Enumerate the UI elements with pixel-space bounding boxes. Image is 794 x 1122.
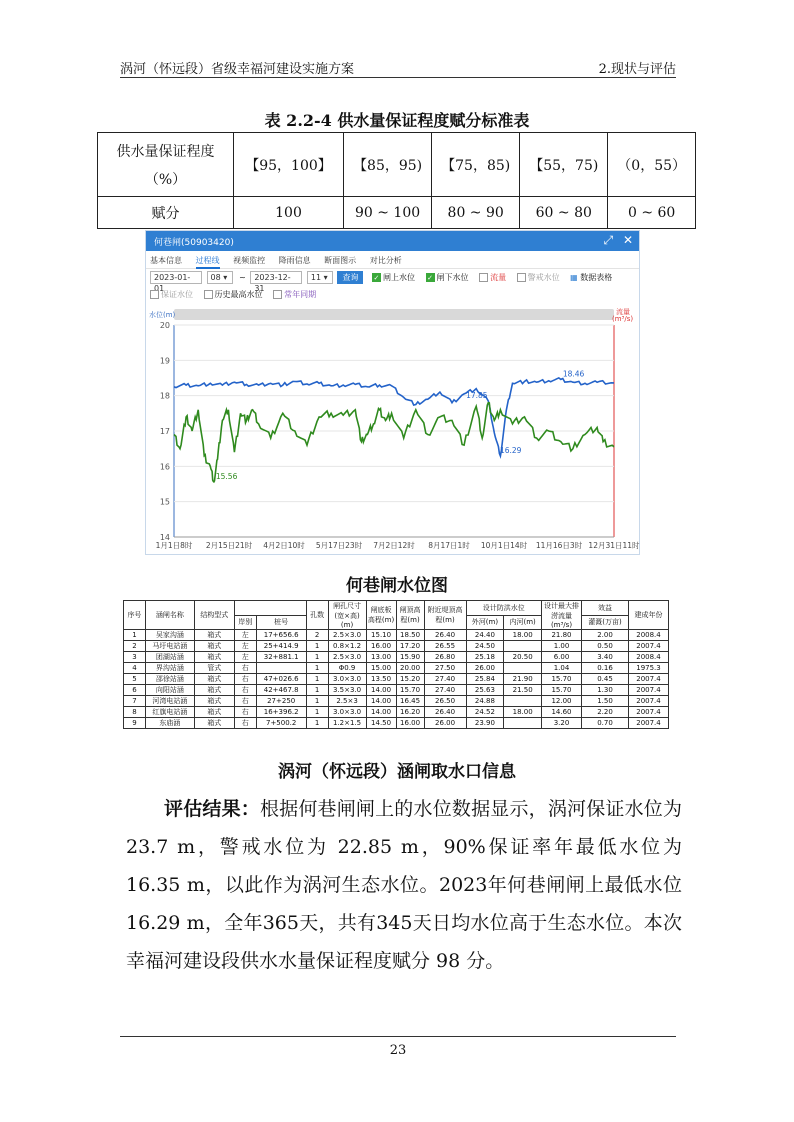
table-cell: 红旗电站涵 xyxy=(145,707,194,718)
score-table-caption: 表 2.2-4 供水量保证程度赋分标准表 xyxy=(264,111,530,130)
table-cell: 15.10 xyxy=(366,630,396,641)
header-section: 2.现状与评估 xyxy=(598,62,676,77)
table-cell: 13.50 xyxy=(366,674,396,685)
table-cell: 24.50 xyxy=(466,641,504,652)
col-size: 闸孔尺寸(宽×高)(m) xyxy=(328,601,366,630)
table-cell: 2.00 xyxy=(582,630,629,641)
table-cell: 3.0×3.0 xyxy=(328,674,366,685)
x-tick-label: 8月17日1时 xyxy=(428,541,470,550)
table-cell: 7 xyxy=(124,696,146,707)
col-discharge xyxy=(542,601,582,630)
table-row xyxy=(124,652,669,663)
table-cell: 21.90 xyxy=(504,674,542,685)
start-date-input[interactable]: 2023-01-01 xyxy=(150,271,202,284)
row-label-line: 供水量保证程度 xyxy=(116,143,215,160)
table-cell: 0.8×1.2 xyxy=(328,641,366,652)
table-row xyxy=(124,685,669,696)
table-cell: 【55，75) xyxy=(520,133,608,197)
table-cell: 0.50 xyxy=(582,641,629,652)
table-cell: 邵徐站涵 xyxy=(145,674,194,685)
table-cell: 6.00 xyxy=(542,652,582,663)
table-header-row xyxy=(124,601,669,616)
table-cell: 1 xyxy=(124,630,146,641)
table-cell: 24.88 xyxy=(466,696,504,707)
option-label: 流量 xyxy=(490,273,507,282)
table-cell: 2007.4 xyxy=(628,685,668,696)
table-cell: 17.20 xyxy=(396,641,424,652)
table-cell: 1 xyxy=(306,707,328,718)
tab-process-line[interactable]: 过程线 xyxy=(196,256,220,269)
option-label: 常年同期 xyxy=(284,290,317,299)
page-header xyxy=(120,56,676,78)
table-cell: 团湖站涵 xyxy=(145,652,194,663)
option-label: 闸上水位 xyxy=(382,273,415,282)
table-cell: 吴家沟涵 xyxy=(145,630,194,641)
tab-basic-info[interactable]: 基本信息 xyxy=(150,256,182,265)
table-cell: 16.20 xyxy=(396,707,424,718)
table-cell: 界沟站涵 xyxy=(145,663,194,674)
table-cell: 27.40 xyxy=(424,674,466,685)
table-cell: 14.50 xyxy=(366,718,396,729)
table-cell: 14.00 xyxy=(366,696,396,707)
table-cell xyxy=(504,663,542,674)
table-cell: 1 xyxy=(306,641,328,652)
table-cell: 2 xyxy=(124,641,146,652)
table-cell: 80 ~ 90 xyxy=(432,197,520,229)
end-date-input[interactable]: 2023-12-31 xyxy=(250,271,302,284)
table-cell: 1975.3 xyxy=(628,663,668,674)
option-label: 闸下水位 xyxy=(436,273,469,282)
col-top: 闸顶高程(m) xyxy=(396,601,424,630)
row-label xyxy=(98,133,234,197)
table-cell: 26.50 xyxy=(424,696,466,707)
discharge-label: 设计最大排涝流量 xyxy=(544,602,579,620)
table-cell: 管式 xyxy=(194,663,234,674)
data-label: 16.29 xyxy=(499,446,522,456)
table-cell: 32+881.1 xyxy=(256,652,306,663)
y-tick-label: 20 xyxy=(159,321,170,330)
table-cell: 3.0×3.0 xyxy=(328,707,366,718)
table-cell: 18.00 xyxy=(504,630,542,641)
y-tick-label: 14 xyxy=(159,533,170,542)
table-cell: 26.00 xyxy=(424,718,466,729)
table-cell: 【85，95) xyxy=(344,133,432,197)
table-cell: 3.40 xyxy=(582,652,629,663)
table-cell: 26.40 xyxy=(424,630,466,641)
x-tick-label: 1月1日8时 xyxy=(155,541,193,550)
table-cell: 箱式 xyxy=(194,685,234,696)
table-cell: 24.52 xyxy=(466,707,504,718)
table-cell xyxy=(504,696,542,707)
header-title: 涡河（怀远段）省级幸福河建设实施方案 xyxy=(120,62,355,77)
table-cell: 90 ~ 100 xyxy=(344,197,432,229)
table-cell: 2008.4 xyxy=(628,630,668,641)
table-cell: 17+656.6 xyxy=(256,630,306,641)
table-cell: 2 xyxy=(306,630,328,641)
table-cell: 27.40 xyxy=(424,685,466,696)
table-cell: 右 xyxy=(234,707,256,718)
table-cell: 东庙涵 xyxy=(145,718,194,729)
table-cell: 25.84 xyxy=(466,674,504,685)
col-inner: 内河(m) xyxy=(504,615,542,630)
x-tick-label: 12月31日11时 xyxy=(588,541,640,550)
table-row xyxy=(124,663,669,674)
y-axis-ticks xyxy=(160,321,170,542)
y-tick-label: 16 xyxy=(159,462,170,472)
table-cell: 15.00 xyxy=(366,663,396,674)
table-cell: （0，55） xyxy=(608,133,696,197)
table-cell: 20.00 xyxy=(396,663,424,674)
col-type: 结构型式 xyxy=(194,601,234,630)
table-cell: 9 xyxy=(124,718,146,729)
assessment-paragraph xyxy=(126,790,682,980)
table-cell: 1.30 xyxy=(582,685,629,696)
table-cell: 42+467.8 xyxy=(256,685,306,696)
close-icon[interactable]: ✕ xyxy=(622,233,633,247)
table-cell: 箱式 xyxy=(194,630,234,641)
table-cell: 8 xyxy=(124,707,146,718)
table-cell: 18.00 xyxy=(504,707,542,718)
table-row xyxy=(124,718,669,729)
table-cell: 1.2×1.5 xyxy=(328,718,366,729)
table-cell: 1 xyxy=(306,674,328,685)
grid-icon: ▦ xyxy=(570,273,578,282)
y-right-unit-2: (m³/s) xyxy=(612,315,634,323)
tab-rainfall[interactable]: 降雨信息 xyxy=(278,256,311,265)
table-cell: 0 ~ 60 xyxy=(608,197,696,229)
table-cell: 26.40 xyxy=(424,707,466,718)
table-row xyxy=(124,630,669,641)
table-cell: 15.70 xyxy=(542,685,582,696)
table-cell: 14.60 xyxy=(542,707,582,718)
row-label-unit: （%） xyxy=(144,171,187,188)
col-bottom: 闸底板高程(m) xyxy=(366,601,396,630)
table-cell: 1.50 xyxy=(582,696,629,707)
table-cell: 23.90 xyxy=(466,718,504,729)
row-label: 赋分 xyxy=(98,197,234,229)
table-cell xyxy=(504,718,542,729)
col-no: 序号 xyxy=(124,601,146,630)
col-location xyxy=(234,601,306,616)
table-cell: 60 ~ 80 xyxy=(520,197,608,229)
table-cell: 27+250 xyxy=(256,696,306,707)
table-cell: 1 xyxy=(306,663,328,674)
table-cell: 向阳站涵 xyxy=(145,685,194,696)
table-cell: 右 xyxy=(234,696,256,707)
col-holes: 孔数 xyxy=(306,601,328,630)
score-table xyxy=(97,132,696,229)
col-dike: 附近堤顶高程(m) xyxy=(424,601,466,630)
table-cell: 2.5×3.0 xyxy=(328,652,366,663)
table-cell: 15.20 xyxy=(396,674,424,685)
col-irrigation: 灌溉(万亩) xyxy=(582,615,629,630)
table-cell: 箱式 xyxy=(194,652,234,663)
col-chainage: 桩号 xyxy=(256,615,306,630)
downstream-level-line xyxy=(174,403,614,482)
y-tick-label: 17 xyxy=(159,427,170,436)
table-cell: 1 xyxy=(306,685,328,696)
table-cell: 14.00 xyxy=(366,685,396,696)
table-cell: 左 xyxy=(234,641,256,652)
table-cell: 【75，85) xyxy=(432,133,520,197)
table-cell: 3.20 xyxy=(542,718,582,729)
tab-compare[interactable]: 对比分析 xyxy=(369,256,402,265)
data-label: 18.46 xyxy=(562,369,585,379)
table-cell: 右 xyxy=(234,718,256,729)
table-cell: 箱式 xyxy=(194,641,234,652)
table-cell: 15.70 xyxy=(396,685,424,696)
end-hour-value: 11 xyxy=(310,273,322,282)
table-cell: 2007.4 xyxy=(628,707,668,718)
table-cell: 47+026.6 xyxy=(256,674,306,685)
chevron-down-icon: ▾ xyxy=(323,273,328,282)
range-separator: ~ xyxy=(239,273,246,282)
x-tick-label: 7月2日12时 xyxy=(373,541,415,550)
tab-video[interactable]: 视频监控 xyxy=(233,256,266,265)
start-hour-value: 08 xyxy=(210,273,221,282)
table-cell: 26.00 xyxy=(466,663,504,674)
option-label: 警戒水位 xyxy=(527,273,560,282)
check-icon: ✓ xyxy=(373,274,380,282)
col-benefit: 效益 xyxy=(582,601,629,616)
check-icon: ✓ xyxy=(427,274,433,282)
col-name: 涵闸名称 xyxy=(145,601,194,630)
y-right-unit: 流量 xyxy=(616,308,630,316)
table-cell: 右 xyxy=(234,685,256,696)
table-cell: 马圩电站涵 xyxy=(145,641,194,652)
table-cell: 26.80 xyxy=(424,652,466,663)
table-cell: 100 xyxy=(234,197,344,229)
assessment-text: 根据何巷闸闸上的水位数据显示，涡河保证水位为 23.7 m，警戒水位为 22.85 m，90%保证率年最低水位为 16.35 m，以此作为涡河生态水位。2023年何巷闸闸上最低水位 16.29 m，全年365天，共有345天日均水位高于生态水位。本次幸福河建设段供水水量保证程度赋分 98 分。 xyxy=(126,798,682,972)
table-cell: 箱式 xyxy=(194,718,234,729)
water-level-chart xyxy=(146,231,641,556)
table-row xyxy=(98,133,696,197)
col-bank: 岸别 xyxy=(234,615,256,630)
tab-section[interactable]: 断面图示 xyxy=(324,256,357,265)
table-cell: 0.16 xyxy=(582,663,629,674)
table-cell: 15.70 xyxy=(542,674,582,685)
table-cell: 1 xyxy=(306,718,328,729)
x-tick-label: 4月2日10时 xyxy=(263,541,305,550)
table-cell: 21.80 xyxy=(542,630,582,641)
y-left-unit: 水位(m) xyxy=(149,311,176,319)
table-cell: 2007.4 xyxy=(628,718,668,729)
table-cell: 1 xyxy=(306,696,328,707)
figure-caption: 何巷闸水位图 xyxy=(346,576,448,596)
option-label: 保证水位 xyxy=(161,290,193,299)
table-cell: 24.40 xyxy=(466,630,504,641)
table-cell: 16.00 xyxy=(396,718,424,729)
table-cell: 1.04 xyxy=(542,663,582,674)
x-tick-label: 11月16日3时 xyxy=(535,541,583,550)
y-tick-label: 18 xyxy=(159,391,170,401)
table-cell: 26.55 xyxy=(424,641,466,652)
data-label: 15.56 xyxy=(215,471,238,481)
table-cell: 20.50 xyxy=(504,652,542,663)
x-axis-ticks xyxy=(156,540,640,550)
table-row xyxy=(124,696,669,707)
table-cell: 1 xyxy=(306,652,328,663)
assessment-label: 评估结果： xyxy=(164,798,260,820)
table-cell: 15.90 xyxy=(396,652,424,663)
table-row xyxy=(124,641,669,652)
table-cell xyxy=(504,641,542,652)
table-cell: 18.50 xyxy=(396,630,424,641)
option-label: 数据表格 xyxy=(580,273,613,282)
table-cell xyxy=(256,663,306,674)
table-row xyxy=(124,707,669,718)
table-row xyxy=(124,674,669,685)
window-title: 何巷闸(50903420) xyxy=(154,238,234,248)
table-cell: 左 xyxy=(234,652,256,663)
table-cell: 2.5×3.0 xyxy=(328,630,366,641)
table-cell: 12.00 xyxy=(542,696,582,707)
discharge-unit: (m³/s) xyxy=(550,621,573,629)
table-cell: 箱式 xyxy=(194,696,234,707)
table-cell: 27.50 xyxy=(424,663,466,674)
page-number: 23 xyxy=(120,1036,676,1058)
table-cell: 2.5×3 xyxy=(328,696,366,707)
chart-annotations xyxy=(216,369,585,480)
table-cell: Φ0.9 xyxy=(328,663,366,674)
maximize-icon[interactable]: ⤢ xyxy=(603,233,614,247)
table-cell: 25+414.9 xyxy=(256,641,306,652)
table-cell: 16.00 xyxy=(366,641,396,652)
table-cell: 14.00 xyxy=(366,707,396,718)
table-cell: 25.18 xyxy=(466,652,504,663)
table-cell: 16.45 xyxy=(396,696,424,707)
table-cell: 箱式 xyxy=(194,707,234,718)
table-cell: 2007.4 xyxy=(628,641,668,652)
col-year: 建成年份 xyxy=(628,601,668,630)
col-flood: 设计防洪水位 xyxy=(466,601,541,616)
data-label: 17.85 xyxy=(466,390,488,400)
table-cell: 河湾电站涵 xyxy=(145,696,194,707)
table-cell: 3.5×3.0 xyxy=(328,685,366,696)
x-tick-label: 2月15日21时 xyxy=(205,541,253,550)
table-cell: 4 xyxy=(124,663,146,674)
x-tick-label: 5月17日23时 xyxy=(315,541,363,550)
x-tick-label: 10月1日14时 xyxy=(480,541,528,550)
sluice-table xyxy=(123,600,669,729)
table-cell: 25.63 xyxy=(466,685,504,696)
table-cell: 箱式 xyxy=(194,674,234,685)
table-cell: 2.20 xyxy=(582,707,629,718)
y-tick-label: 19 xyxy=(159,356,170,366)
option-label: 历史最高水位 xyxy=(214,290,263,299)
table-cell: 3 xyxy=(124,652,146,663)
table-cell: 2007.4 xyxy=(628,674,668,685)
table-cell: 13.00 xyxy=(366,652,396,663)
table-cell: 0.45 xyxy=(582,674,629,685)
table-cell: 右 xyxy=(234,663,256,674)
table-cell: 5 xyxy=(124,674,146,685)
chevron-down-icon: ▾ xyxy=(223,273,228,282)
table-cell: 0.70 xyxy=(582,718,629,729)
query-button[interactable]: 查询 xyxy=(337,271,363,284)
table-cell: 6 xyxy=(124,685,146,696)
table-row xyxy=(98,197,696,229)
table-cell: 右 xyxy=(234,674,256,685)
table-caption: 涡河（怀远段）涵闸取水口信息 xyxy=(278,762,516,782)
table-cell: 7+500.2 xyxy=(256,718,306,729)
table-cell: 1.00 xyxy=(542,641,582,652)
table-cell: 16+396.2 xyxy=(256,707,306,718)
table-cell: 左 xyxy=(234,630,256,641)
table-cell: 21.50 xyxy=(504,685,542,696)
table-cell: 2008.4 xyxy=(628,652,668,663)
y-tick-label: 15 xyxy=(159,497,170,507)
table-cell: 【95，100】 xyxy=(234,133,344,197)
table-cell: 2007.4 xyxy=(628,696,668,707)
station-window xyxy=(145,230,640,555)
col-outer: 外河(m) xyxy=(466,615,504,630)
